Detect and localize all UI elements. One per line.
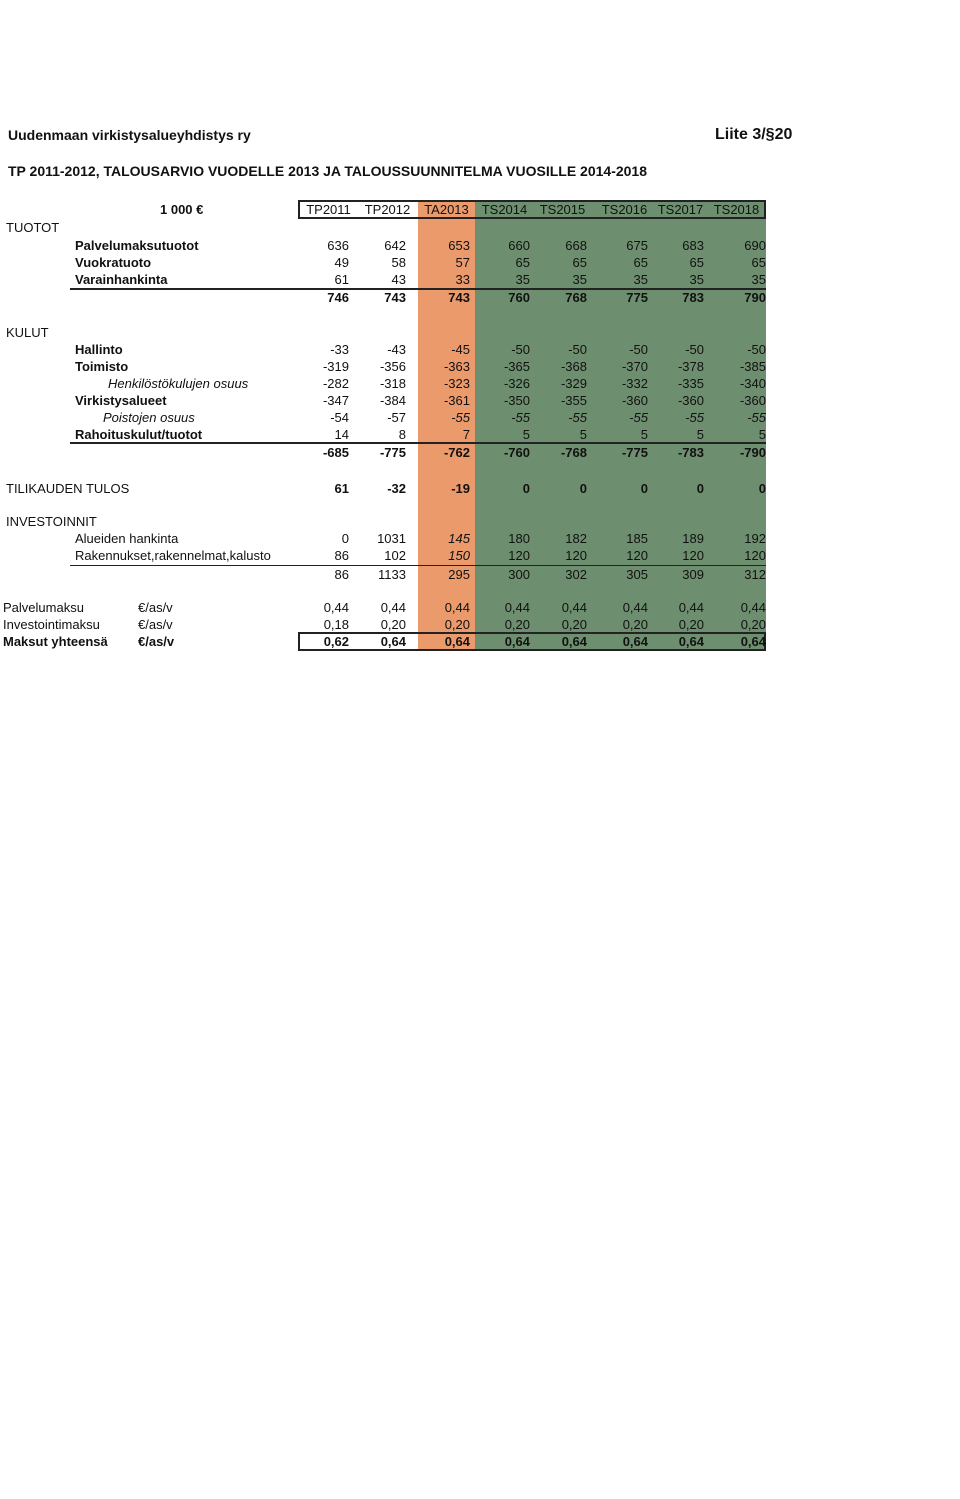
table-cell: 150 [448,548,470,563]
row-label: Investointimaksu [3,617,100,632]
column-header: TS2016 [601,202,648,217]
table-cell: 0,44 [622,600,648,615]
table-cell: -55 [451,410,470,425]
table-cell: 0,64 [561,634,587,649]
table-cell: 65 [515,255,530,270]
attachment-label: Liite 3/§20 [715,126,793,143]
row-unit: €/as/v [138,617,173,632]
table-cell: 768 [565,290,587,305]
table-cell: 0,64 [444,634,470,649]
table-cell: 309 [682,567,704,582]
table-cell: 746 [327,290,349,305]
table-cell: -350 [503,393,530,408]
table-cell: 5 [758,427,766,442]
section-tulos: TILIKAUDEN TULOS [6,481,130,496]
table-cell: 145 [448,531,470,546]
table-cell: 0,20 [561,617,587,632]
table-cell: 192 [744,531,766,546]
table-cell: -340 [739,376,766,391]
table-cell: 0,44 [323,600,349,615]
table-cell: -355 [560,393,587,408]
row-label: Vuokratuoto [75,255,152,270]
table-cell: -363 [443,359,470,374]
column-header: TP2011 [306,202,351,217]
row-label: Poistojen osuus [103,410,195,425]
row-label: Varainhankinta [75,272,168,287]
table-cell: 295 [448,567,470,582]
table-cell: 0,44 [504,600,530,615]
row-label: Rakennukset,rakennelmat,kalusto [75,548,271,563]
row-label: Rahoituskulut/tuotot [75,427,203,442]
table-cell: -762 [443,445,470,460]
table-cell: 14 [334,427,349,442]
table-cell: 8 [398,427,406,442]
table-cell: -384 [379,393,406,408]
table-cell: -385 [739,359,766,374]
table-cell: -360 [739,393,766,408]
table-cell: -57 [387,410,406,425]
table-cell: 0 [522,481,530,496]
table-cell: -768 [560,445,587,460]
table-cell: 302 [565,567,587,582]
table-cell: -775 [379,445,406,460]
table-cell: -319 [322,359,349,374]
table-cell: -54 [330,410,349,425]
column-header: TS2014 [481,202,528,217]
table-cell: 0,44 [740,600,766,615]
subtotal-rule [70,565,766,566]
column-header: TP2012 [364,202,411,217]
table-cell: 675 [626,238,648,253]
table-cell: 743 [384,290,406,305]
table-cell: 5 [696,427,704,442]
table-cell: 0,20 [678,617,704,632]
table-cell: 0,64 [622,634,648,649]
row-label: Alueiden hankinta [75,531,179,546]
column-header: TS2017 [657,202,704,217]
table-cell: 189 [682,531,704,546]
table-cell: 120 [744,548,766,563]
row-label: Palvelumaksutuotot [75,238,199,253]
table-cell: 312 [744,567,766,582]
table-cell: 86 [334,548,349,563]
table-cell: 300 [508,567,530,582]
table-cell: -50 [511,342,530,357]
table-cell: 783 [682,290,704,305]
table-cell: 0 [640,481,648,496]
row-unit: €/as/v [138,634,175,649]
table-cell: 636 [327,238,349,253]
table-cell: -50 [747,342,766,357]
table-cell: 120 [565,548,587,563]
table-cell: 642 [384,238,406,253]
table-cell: 33 [455,272,470,287]
table-cell: -361 [443,393,470,408]
subtotal-rule [70,442,766,444]
organization-name: Uudenmaan virkistysalueyhdistys ry [8,127,251,143]
table-cell: 120 [508,548,530,563]
section-tuotot: TUOTOT [6,220,60,235]
table-cell: -55 [568,410,587,425]
table-cell: 0 [579,481,587,496]
table-cell: 57 [455,255,470,270]
table-cell: -323 [443,376,470,391]
row-label: Virkistysalueet [75,393,167,408]
table-cell: 61 [334,481,349,496]
table-cell: -55 [629,410,648,425]
column-header: TS2018 [713,202,760,217]
table-cell: 0,44 [444,600,470,615]
table-cell: 35 [633,272,648,287]
table-cell: 690 [744,238,766,253]
table-cell: -55 [747,410,766,425]
row-label: Henkilöstökulujen osuus [108,376,249,391]
table-cell: 180 [508,531,530,546]
table-cell: 86 [334,567,349,582]
table-cell: 0,44 [561,600,587,615]
table-cell: 0,20 [740,617,766,632]
row-label: Palvelumaksu [3,600,84,615]
table-cell: 65 [572,255,587,270]
table-cell: 120 [626,548,648,563]
table-cell: 61 [334,272,349,287]
table-cell: -368 [560,359,587,374]
table-cell: -50 [629,342,648,357]
table-cell: 102 [384,548,406,563]
table-cell: 65 [751,255,766,270]
table-cell: -360 [677,393,704,408]
table-cell: 0,44 [380,600,406,615]
table-cell: -282 [322,376,349,391]
table-cell: 5 [522,427,530,442]
document-title: TP 2011-2012, TALOUSARVIO VUODELLE 2013 JA TALOUSSUUNNITELMA VUOSILLE 2014-2018 [8,163,648,179]
column-header: TA2013 [424,202,469,217]
table-cell: 0,20 [504,617,530,632]
table-cell: 35 [751,272,766,287]
table-cell: 0,18 [323,617,349,632]
table-cell: -335 [677,376,704,391]
table-cell: -356 [379,359,406,374]
table-cell: 0,64 [504,634,530,649]
table-cell: 790 [744,290,766,305]
table-cell: -50 [685,342,704,357]
table-cell: 58 [391,255,406,270]
table-cell: -55 [685,410,704,425]
table-cell: -45 [451,342,470,357]
table-cell: -332 [621,376,648,391]
table-cell: 660 [508,238,530,253]
table-cell: 5 [579,427,587,442]
table-cell: 65 [633,255,648,270]
column-header: TS2015 [539,202,586,217]
table-cell: 775 [626,290,648,305]
table-cell: 0 [758,481,766,496]
table-cell: 43 [391,272,406,287]
row-label: Hallinto [75,342,123,357]
table-cell: 185 [626,531,648,546]
table-cell: -19 [451,481,470,496]
table-cell: 0,64 [678,634,704,649]
table-cell: 0,64 [740,634,766,649]
table-cell: 0,62 [323,634,349,649]
table-cell: 305 [626,567,648,582]
table-cell: -360 [621,393,648,408]
table-cell: 0,44 [678,600,704,615]
table-cell: 653 [448,238,470,253]
table-cell: -32 [387,481,406,496]
table-cell: 49 [334,255,349,270]
row-label: Toimisto [75,359,129,374]
section-investoinnit: INVESTOINNIT [6,514,97,529]
table-cell: -370 [621,359,648,374]
table-cell: -365 [503,359,530,374]
table-cell: -775 [621,445,648,460]
table-cell: 0,20 [444,617,470,632]
table-cell: 743 [448,290,470,305]
table-cell: -329 [560,376,587,391]
table-cell: 0,20 [622,617,648,632]
table-cell: 35 [515,272,530,287]
table-cell: -790 [739,445,766,460]
table-cell: 1031 [377,531,406,546]
table-cell: -55 [511,410,530,425]
table-cell: 760 [508,290,530,305]
table-cell: 35 [572,272,587,287]
row-unit: €/as/v [138,600,173,615]
table-cell: -33 [330,342,349,357]
table-cell: -43 [387,342,406,357]
table-cell: 1133 [378,567,406,582]
table-cell: 35 [689,272,704,287]
table-cell: -685 [322,445,349,460]
table-cell: 5 [640,427,648,442]
table-cell: 120 [682,548,704,563]
table-cell: -318 [379,376,406,391]
table-cell: 0 [696,481,704,496]
table-cell: -326 [503,376,530,391]
table-cell: 7 [462,427,470,442]
table-cell: 683 [682,238,704,253]
table-cell: -783 [677,445,704,460]
table-cell: 0,20 [380,617,406,632]
unit-label: 1 000 € [160,202,204,217]
table-cell: -50 [568,342,587,357]
table-cell: -378 [677,359,704,374]
table-cell: -760 [503,445,530,460]
row-label: Maksut yhteensä [3,634,108,649]
table-cell: 668 [565,238,587,253]
section-kulut: KULUT [6,325,49,340]
table-cell: 182 [565,531,587,546]
table-cell: 0 [341,531,349,546]
table-cell: 0,64 [380,634,406,649]
table-cell: 65 [689,255,704,270]
table-cell: -347 [322,393,349,408]
